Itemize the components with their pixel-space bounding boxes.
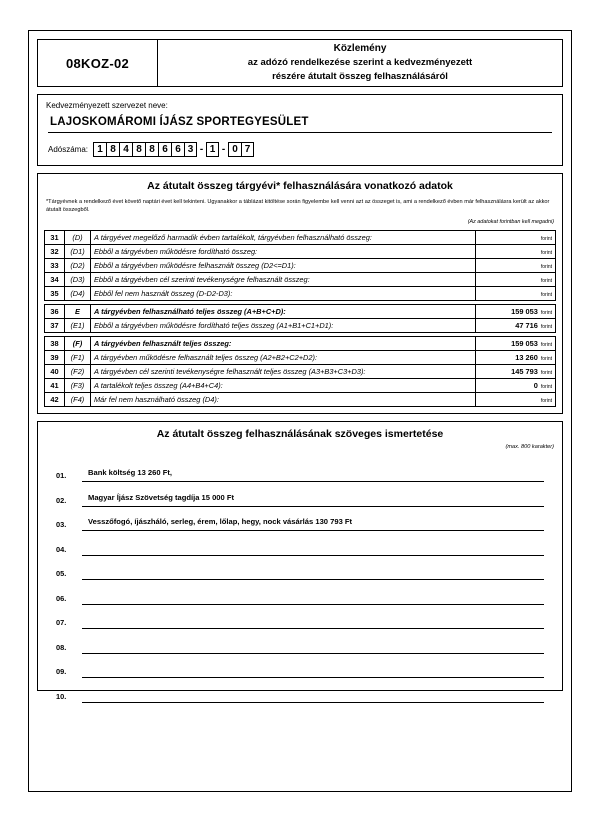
list-item[interactable] [56,580,544,605]
tax-digit[interactable]: 6 [171,142,184,157]
row-number: 31 [45,230,65,244]
list-item[interactable] [56,556,544,581]
tax-number-label: Adószáma: [48,145,89,154]
list-item[interactable] [56,654,544,679]
description-lines [38,454,562,703]
tax-digit[interactable]: 8 [145,142,158,157]
row-unit: forint [540,397,552,404]
tax-digit[interactable]: 3 [184,142,197,157]
row-value[interactable] [476,272,556,286]
table-row[interactable] [45,244,556,258]
row-value[interactable] [476,318,556,332]
section1-title: Az átutalt összeg tárgyévi* felhasználására vonatkozó adatok [147,180,453,192]
row-number: 34 [45,272,65,286]
row-number: 36 [45,304,65,318]
tax-digit[interactable]: 6 [158,142,171,157]
row-code: (F4) [65,392,91,406]
row-number: 38 [45,336,65,350]
section-text-description [37,421,563,701]
row-description: A tárgyévben működésre felhasznált teljes összeg (A2+B2+C2+D2): [91,350,476,364]
row-number: 33 [45,258,65,272]
section2-note: (max. 800 karakter) [505,443,554,450]
row-value-text: 145 793 [511,366,538,376]
form-title-line1: Közlemény [333,42,387,54]
row-description: A tárgyévben felhasználható teljes összeg (A+B+C+D): [91,304,476,318]
table-row[interactable] [45,258,556,272]
row-value-text: 159 053 [511,338,538,348]
row-unit: forint [540,235,552,242]
usage-table [44,230,556,407]
line-number: 06. [56,593,67,603]
line-text[interactable]: Magyar Íjász Szövetség tagdíja 15 000 Ft [82,493,544,507]
line-text[interactable] [82,640,544,654]
line-text[interactable]: Bank költség 13 260 Ft, [82,468,544,482]
form-title-line3: részére átutalt összeg felhasználásáról [272,71,448,83]
line-number: 02. [56,495,67,505]
tax-digit[interactable]: 1 [206,142,219,157]
line-number: 09. [56,667,67,677]
row-description: Ebből a tárgyévben működésre felhasznált összeg (D2<=D1): [91,258,476,272]
row-value[interactable] [476,286,556,300]
table-row[interactable] [45,286,556,300]
row-code: (D2) [65,258,91,272]
line-number: 05. [56,569,67,579]
row-number: 37 [45,318,65,332]
section1-note-right: (Az adatokat forintban kell megadni) [467,218,554,225]
list-item[interactable] [56,629,544,654]
table-row[interactable] [45,272,556,286]
row-value[interactable] [476,258,556,272]
row-value[interactable] [476,364,556,378]
tax-number-row [46,142,554,157]
row-code: (F3) [65,378,91,392]
row-description: Ebből a tárgyévben cél szerinti tevékenységre felhasznált összeg: [91,272,476,286]
row-code: (D3) [65,272,91,286]
row-code: (F2) [65,364,91,378]
row-number: 40 [45,364,65,378]
line-number: 04. [56,544,67,554]
row-number: 41 [45,378,65,392]
line-text[interactable] [82,664,544,678]
table-row[interactable] [45,336,556,350]
row-code: E [65,304,91,318]
row-description: Már fel nem használható összeg (D4): [91,392,476,406]
form-title-line2: az adózó rendelkezése szerint a kedvezményezett [247,57,473,69]
tax-digit[interactable]: 1 [93,142,106,157]
row-unit: forint [540,383,552,390]
list-item[interactable] [56,507,544,532]
line-number: 03. [56,520,67,530]
row-unit: forint [540,341,552,348]
row-code: (E1) [65,318,91,332]
row-unit: forint [540,277,552,284]
section2-title: Az átutalt összeg felhasználásának szöveges ismertetése [156,427,444,440]
section1-note: *Tárgyévnek a rendelkező évet követő naptári évet kell tekinteni. Ugyanakkor a táblázat kitöltése során figyelembe kell venni azt az összeget is, ami a rendelkező évben már felhasználásra került az akkor átutalt összegből. [46,199,550,214]
row-value[interactable] [476,230,556,244]
tax-digit[interactable]: 8 [132,142,145,157]
row-value[interactable] [476,392,556,406]
row-code: (F1) [65,350,91,364]
row-number: 35 [45,286,65,300]
list-item[interactable] [56,482,544,507]
row-code: (D) [65,230,91,244]
row-code: (D4) [65,286,91,300]
row-number: 39 [45,350,65,364]
row-description: Ebből fel nem használt összeg (D-D2-D3): [91,286,476,300]
table-row[interactable] [45,364,556,378]
organization-name-label: Kedvezményezett szervezet neve: [46,101,168,110]
line-text[interactable] [82,615,544,629]
organization-name-value[interactable]: LAJOSKOMÁROMI ÍJÁSZ SPORTEGYESÜLET [48,116,552,133]
line-text[interactable] [82,591,544,605]
row-code: (F) [65,336,91,350]
row-value[interactable] [476,378,556,392]
row-value[interactable] [476,304,556,318]
tax-digit[interactable]: 4 [119,142,132,157]
row-value-text: 13 260 [515,352,538,362]
table-row[interactable] [45,378,556,392]
row-value-text: 47 716 [515,320,538,330]
line-number: 07. [56,618,67,628]
section-usage-data [37,173,563,414]
tax-number-digits[interactable] [93,142,254,157]
row-value[interactable] [476,336,556,350]
tax-digit[interactable]: 8 [106,142,119,157]
row-unit: forint [540,291,552,298]
row-unit: forint [540,309,552,316]
table-row[interactable] [45,350,556,364]
list-item[interactable] [56,605,544,630]
line-text[interactable] [82,542,544,556]
list-item[interactable] [56,678,544,703]
tax-dash: - [199,144,204,155]
row-description: Ebből a tárgyévben működésre fordítható összeg: [91,244,476,258]
row-unit: forint [540,355,552,362]
row-number: 42 [45,392,65,406]
form-header [37,39,563,87]
row-code: (D1) [65,244,91,258]
line-text[interactable] [82,689,544,703]
tax-dash: - [221,144,226,155]
table-row[interactable] [45,318,556,332]
tax-digit[interactable]: 0 [228,142,241,157]
table-row[interactable] [45,230,556,244]
organization-block [37,94,563,166]
line-number: 01. [56,471,67,481]
row-description: A tárgyévben cél szerinti tevékenységre felhasznált teljes összeg (A3+B3+C3+D3): [91,364,476,378]
table-row[interactable] [45,392,556,406]
row-unit: forint [540,369,552,376]
row-value[interactable] [476,350,556,364]
row-description: Ebből a tárgyévben működésre fordítható teljes összeg (A1+B1+C1+D1): [91,318,476,332]
list-item[interactable] [56,531,544,556]
row-value[interactable] [476,244,556,258]
tax-digit[interactable]: 7 [241,142,254,157]
row-unit: forint [540,249,552,256]
row-number: 32 [45,244,65,258]
table-row[interactable] [45,304,556,318]
line-text[interactable]: Vesszőfogó, íjászháló, serleg, érem, lőlap, hegy, nock vásárlás 130 793 Ft [82,517,544,531]
list-item[interactable] [56,458,544,483]
form-page [28,30,572,792]
row-unit: forint [540,323,552,330]
form-title [158,42,562,84]
row-value-text: 0 [533,380,538,390]
row-description: A tárgyévet megelőző harmadik évben tartalékolt, tárgyévben felhasználható összeg: [91,230,476,244]
line-number: 08. [56,642,67,652]
row-unit: forint [540,263,552,270]
row-description: A tartalékolt teljes összeg (A4+B4+C4): [91,378,476,392]
line-text[interactable] [82,566,544,580]
line-number: 10. [56,691,67,701]
row-value-text: 159 053 [511,306,538,316]
row-description: A tárgyévben felhasznált teljes összeg: [91,336,476,350]
form-code: 08KOZ-02 [38,40,158,86]
